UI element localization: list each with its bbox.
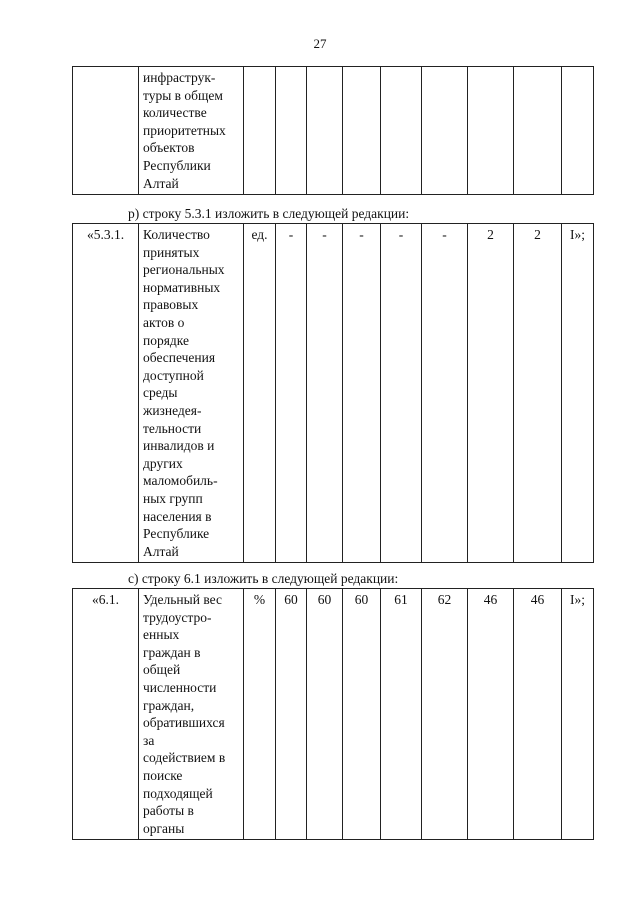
desc-line: объектов — [143, 140, 195, 156]
desc-line: органы — [143, 820, 185, 836]
cell-value: - — [343, 224, 381, 563]
desc-line: актов о — [143, 314, 185, 330]
cell-value: I»; — [562, 589, 594, 840]
desc-line: поиске — [143, 767, 183, 783]
desc-line: численности — [143, 679, 217, 695]
cell-description — [139, 67, 244, 195]
desc-line: количестве — [143, 105, 207, 121]
cell-value: 60 — [276, 589, 307, 840]
desc-line: Алтай — [143, 543, 179, 559]
desc-line: Удельный вес — [143, 592, 222, 607]
caption-row-6-1: с) строку 6.1 изложить в следующей редакции: — [128, 571, 399, 586]
desc-line: обеспечения — [143, 350, 216, 366]
cell-unit — [244, 67, 276, 195]
cell-code — [73, 67, 139, 195]
cell-value: 60 — [307, 589, 343, 840]
cell-code: «5.3.1. — [73, 224, 139, 563]
desc-line: Республике — [143, 526, 210, 542]
desc-line: содействием в — [143, 750, 226, 766]
table-row-5-3-1 — [72, 223, 594, 563]
desc-line: тельности — [143, 420, 202, 436]
desc-line: енных — [143, 627, 180, 643]
desc-line: правовых — [143, 297, 199, 313]
caption-row-5-3-1: р) строку 5.3.1 изложить в следующей редакции: — [128, 206, 410, 221]
desc-line: нормативных — [143, 279, 221, 295]
desc-line: порядке — [143, 332, 190, 348]
cell-value — [307, 67, 343, 195]
desc-line: ных групп — [143, 490, 203, 506]
desc-line: принятых — [143, 244, 200, 260]
table-row-6-1 — [72, 588, 594, 840]
cell-unit: ед. — [244, 224, 276, 563]
desc-line: общей — [143, 662, 181, 678]
table-row — [73, 589, 594, 840]
desc-line: инвалидов и — [143, 438, 215, 454]
cell-value: 62 — [422, 589, 468, 840]
cell-value: 2 — [468, 224, 514, 563]
cell-value: - — [276, 224, 307, 563]
desc-line: Республики — [143, 157, 211, 173]
cell-description — [139, 224, 244, 563]
table-continuation — [72, 66, 594, 195]
page-number: 27 — [313, 36, 327, 51]
desc-line: инфраструк- — [143, 70, 216, 85]
desc-line: населения в — [143, 508, 212, 524]
desc-line: работы в — [143, 803, 194, 819]
desc-line: жизнедея- — [143, 402, 202, 418]
cell-value — [422, 67, 468, 195]
cell-code: «6.1. — [73, 589, 139, 840]
desc-line: маломобиль- — [143, 473, 218, 489]
table-row — [73, 67, 594, 195]
cell-unit: % — [244, 589, 276, 840]
table-row — [73, 224, 594, 563]
cell-value — [381, 67, 422, 195]
cell-value: - — [381, 224, 422, 563]
desc-line: обратившихся — [143, 715, 225, 731]
cell-value — [514, 67, 562, 195]
cell-description — [139, 589, 244, 840]
desc-line: подходящей — [143, 785, 213, 801]
cell-value — [343, 67, 381, 195]
cell-value: - — [307, 224, 343, 563]
cell-value: 46 — [514, 589, 562, 840]
cell-value: - — [422, 224, 468, 563]
desc-line: среды — [143, 385, 178, 401]
cell-value — [276, 67, 307, 195]
desc-line: других — [143, 455, 183, 471]
desc-line: трудоустро- — [143, 609, 212, 625]
desc-line: туры в общем — [143, 87, 223, 103]
cell-value: 60 — [343, 589, 381, 840]
cell-value: I»; — [562, 224, 594, 563]
desc-line: граждан, — [143, 697, 195, 713]
desc-line: граждан в — [143, 644, 201, 660]
cell-value: 2 — [514, 224, 562, 563]
cell-value — [468, 67, 514, 195]
desc-line: региональных — [143, 262, 225, 278]
cell-value: 61 — [381, 589, 422, 840]
desc-line: Количество — [143, 227, 210, 242]
desc-line: доступной — [143, 367, 204, 383]
desc-line: приоритетных — [143, 122, 226, 138]
desc-line: Алтай — [143, 175, 179, 191]
cell-value — [562, 67, 594, 195]
desc-line: за — [143, 732, 155, 748]
cell-value: 46 — [468, 589, 514, 840]
